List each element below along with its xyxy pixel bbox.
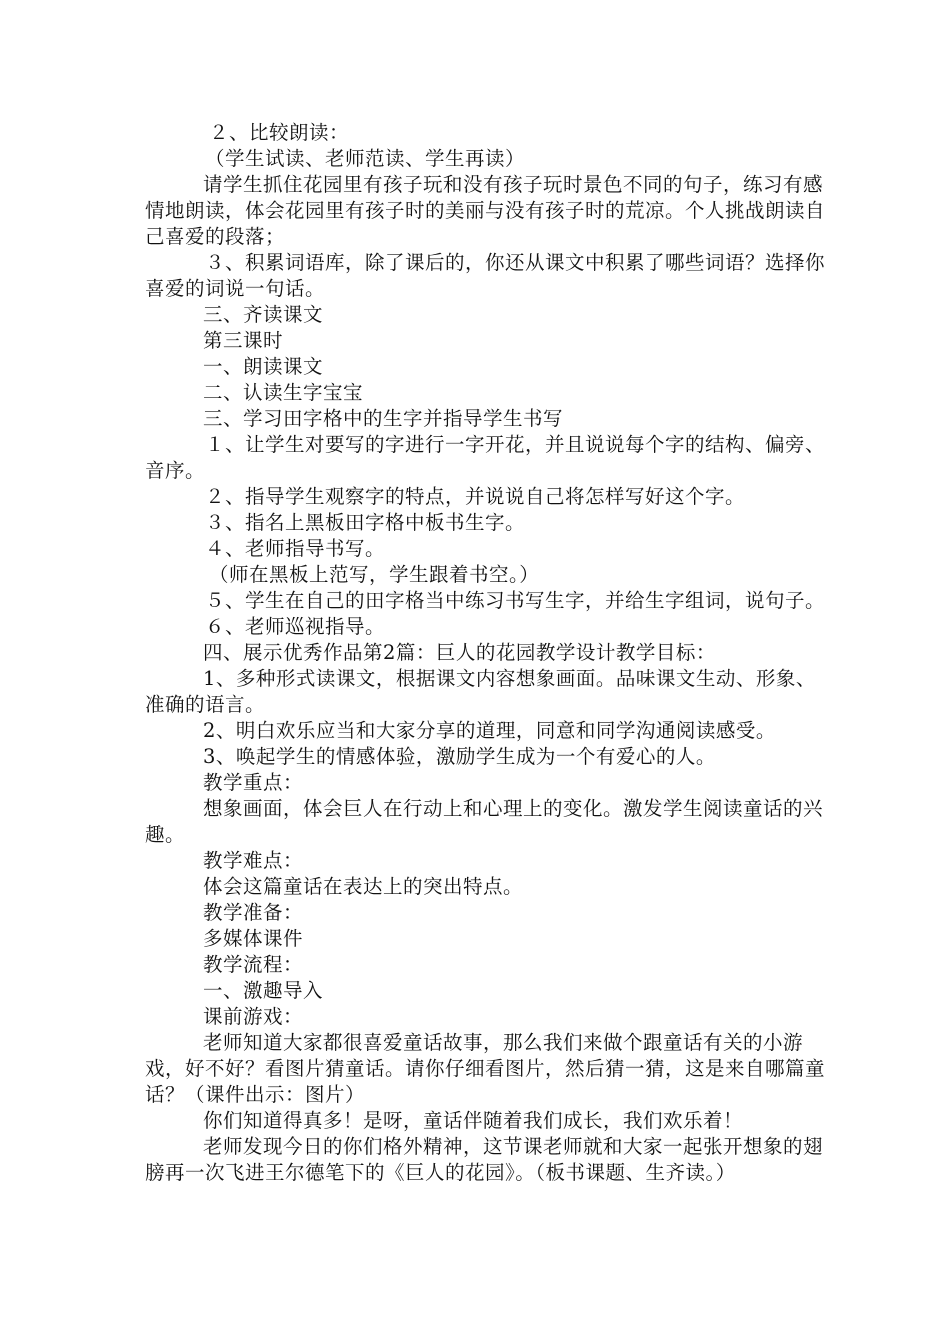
paragraph-step-5: ５、学生在自己的田字格当中练习书写生字，并给生字组词，说句子。	[205, 589, 826, 612]
paragraph-showcase-goals: 四、展示优秀作品第2篇：巨人的花园教学设计教学目标：	[203, 641, 716, 664]
paragraph-step-3: ３、指名上黑板田字格中板书生字。	[205, 511, 526, 534]
paragraph-key-points-heading: 教学重点：	[203, 771, 304, 794]
paragraph-goal-2: 2、明白欢乐应当和大家分享的道理，同意和同学沟通阅读感受。	[203, 719, 776, 742]
paragraph-difficulties: 体会这篇童话在表达上的突出特点。	[203, 875, 524, 898]
paragraph-vocabulary: ３、积累词语库，除了课后的，你还从课文中积累了哪些词语？选择你喜爱的词说一句话。	[145, 251, 826, 300]
paragraph-game-description: 老师知道大家都很喜爱童话故事，那么我们来做个跟童话有关的小游戏，好不好？看图片猜童话。请你仔细看图片，然后猜一猜，这是来自哪篇童话？（课件出示：图片）	[145, 1031, 826, 1106]
paragraph-read-together: 三、齐读课文	[203, 303, 324, 326]
paragraph-step-6: ６、老师巡视指导。	[205, 615, 386, 638]
paragraph-introduction: 一、激趣导入	[203, 979, 324, 1002]
paragraph-key-points: 想象画面，体会巨人在行动上和心理上的变化。激发学生阅读童话的兴趣。	[145, 797, 824, 846]
paragraph-lesson-three: 第三课时	[203, 329, 284, 352]
paragraph-reading-instructions: 请学生抓住花园里有孩子玩和没有孩子玩时景色不同的句子，练习有感情地朗读，体会花园里有孩子时的美丽与没有孩子时的荒凉。个人挑战朗读自己喜爱的段落；	[145, 173, 826, 248]
paragraph-reading-order: （学生试读、老师范读、学生再读）	[205, 147, 526, 170]
paragraph-read-text: 一、朗读课文	[203, 355, 324, 378]
paragraph-pre-class-game: 课前游戏：	[203, 1005, 304, 1028]
paragraph-preparation: 多媒体课件	[203, 927, 304, 950]
paragraph-learn-writing: 三、学习田字格中的生字并指导学生书写	[203, 407, 564, 430]
paragraph-preparation-heading: 教学准备：	[203, 901, 304, 924]
paragraph-process-heading: 教学流程：	[203, 953, 304, 976]
paragraph-recognize-characters: 二、认读生字宝宝	[203, 381, 364, 404]
paragraph-difficulties-heading: 教学难点：	[203, 849, 304, 872]
paragraph-goal-1: 1、多种形式读课文，根据课文内容想象画面。品味课文生动、形象、准确的语言。	[145, 667, 816, 716]
paragraph-step-4: ４、老师指导书写。	[205, 537, 386, 560]
paragraph-teacher-demo: （师在黑板上范写，学生跟着书空。）	[209, 563, 540, 586]
paragraph-step-1: １、让学生对要写的字进行一字开花，并且说说每个字的结构、偏旁、音序。	[145, 433, 826, 482]
document-body	[145, 120, 830, 1186]
paragraph-goal-3: 3、唤起学生的情感体验，激励学生成为一个有爱心的人。	[203, 745, 716, 768]
paragraph-lesson-title: 老师发现今日的你们格外精神，这节课老师就和大家一起张开想象的翅膀再一次飞进王尔德笔下的《巨人的花园》。（板书课题、生齐读。）	[145, 1135, 824, 1184]
paragraph-fairy-tales: 你们知道得真多！是呀，童话伴随着我们成长，我们欢乐着！	[203, 1109, 744, 1132]
paragraph-compare-reading: ２、比较朗读：	[209, 121, 350, 144]
paragraph-step-2: ２、指导学生观察字的特点，并说说自己将怎样写好这个字。	[205, 485, 746, 508]
